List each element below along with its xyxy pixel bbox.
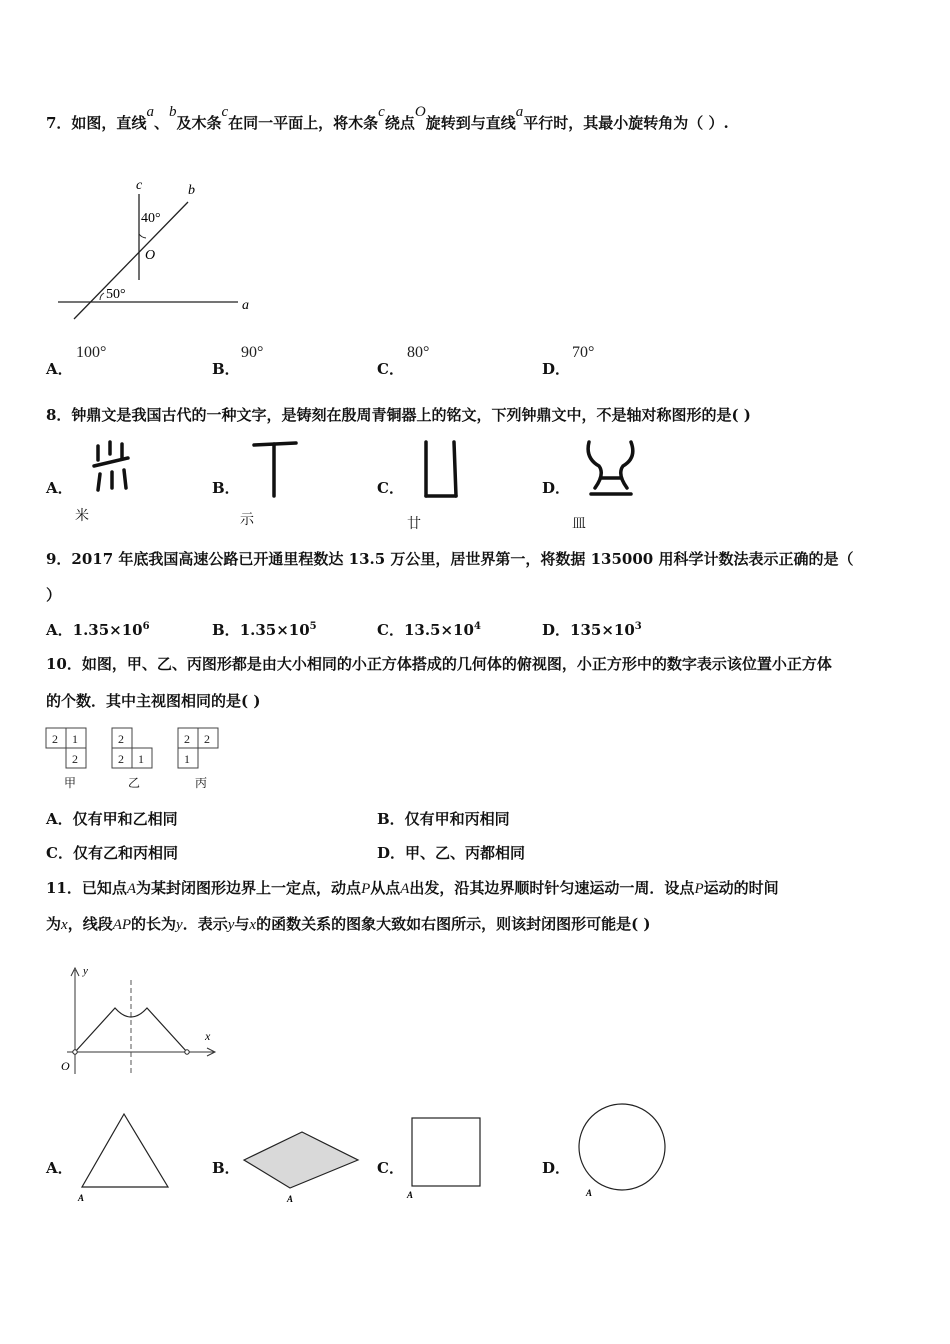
q10-stem-line1: 10．如图，甲、乙、丙图形都是由大小相同的小正方体搭成的几何体的俯视图，小正方形中的数字表示该位置小正方体: [46, 655, 832, 673]
q7-option-b-value: 90°: [241, 344, 264, 361]
q10-option-a[interactable]: A．仅有甲和乙相同: [46, 810, 178, 828]
q7-option-c-value: 80°: [407, 344, 430, 361]
label-c: c: [136, 178, 143, 193]
q9-option-c[interactable]: C．$13.5\times 10^4$: [377, 621, 481, 639]
graph-label-x: x: [205, 1029, 211, 1043]
jia-cell-3: 2: [72, 752, 78, 766]
q10-option-c[interactable]: C．仅有乙和丙相同: [46, 844, 178, 862]
q10-option-d[interactable]: D．甲、乙、丙都相同: [377, 844, 526, 862]
q7-stem: 7．如图，直线a、b及木条c在同一平面上，将木条c绕点O旋转到与直线a平行时，其最小旋转角为（ ）.: [46, 104, 729, 132]
q10-option-b[interactable]: B．仅有甲和丙相同: [377, 810, 510, 828]
q8-option-b-label[interactable]: B．: [212, 479, 240, 497]
angle-arc-50: [100, 293, 104, 300]
triangle-shape: [74, 1110, 174, 1205]
graph-label-O: O: [61, 1059, 70, 1073]
q7-option-c-label[interactable]: C．: [377, 360, 404, 378]
q11-option-d-label[interactable]: D．: [542, 1159, 571, 1177]
bronze-glyph-c-icon: [418, 438, 463, 500]
end-point: [185, 1050, 189, 1054]
q8-option-c-label[interactable]: C．: [377, 479, 404, 497]
angle-arc-40: [139, 234, 146, 238]
square-point-A: A: [407, 1190, 414, 1200]
q7-option-a-value: 100°: [76, 344, 107, 361]
q7-option-b-label[interactable]: B．: [212, 360, 240, 378]
square-shape: [404, 1114, 484, 1202]
yi-cell-2: 2: [118, 752, 124, 766]
q9-option-d[interactable]: D．$135\times 10^3$: [542, 621, 642, 639]
q7-option-d-value: 70°: [572, 344, 595, 361]
circle-shape: [574, 1100, 674, 1204]
q8-caption-c: 廿: [407, 516, 421, 532]
bronze-glyph-d-icon: [585, 438, 637, 500]
q9-option-a[interactable]: A．$1.35\times 10^6$: [46, 621, 150, 639]
circle-point-A: A: [586, 1188, 593, 1198]
q8-stem: 8．钟鼎文是我国古代的一种文字，是铸刻在殷周青铜器上的铭文，下列钟鼎文中，不是轴对称图形的是( ): [46, 406, 751, 424]
rhombus-shape: [240, 1128, 365, 1206]
q7-option-d-label[interactable]: D．: [542, 360, 571, 378]
q8-caption-b: 示: [240, 512, 254, 528]
q9-stem-line2: ）: [46, 586, 62, 604]
jia-cell-2: 1: [72, 732, 78, 746]
q8-option-a-label[interactable]: A．: [46, 479, 73, 497]
q11-function-graph: [55, 962, 225, 1080]
bing-cell-2: 2: [204, 732, 210, 746]
fig-name-bing: 丙: [195, 776, 208, 790]
q7-figure: [50, 172, 270, 327]
label-O: O: [145, 248, 156, 263]
q11-option-c-label[interactable]: C．: [377, 1159, 404, 1177]
q11-option-b-label[interactable]: B．: [212, 1159, 240, 1177]
fig-name-yi: 乙: [128, 776, 141, 790]
bronze-glyph-b-icon: [250, 440, 300, 500]
graph-label-y: y: [83, 965, 88, 977]
fig-name-jia: 甲: [64, 776, 77, 790]
q11-stem-line2: 为x，线段AP的长为y．表示y与x的函数关系的图象大致如右图所示，则该封闭图形可能是( ): [46, 915, 651, 933]
q8-option-d-label[interactable]: D．: [542, 479, 571, 497]
q7-option-a-label[interactable]: A．: [46, 360, 73, 378]
label-angle-40: 40°: [141, 211, 161, 226]
q11-stem-line1: 11．已知点A为某封闭图形边界上一定点，动点P从点A出发，沿其边界顺时针匀速运动一周．设点P运动的时间: [46, 879, 779, 897]
rhombus-point-A: A: [287, 1194, 294, 1204]
start-point: [73, 1050, 77, 1054]
triangle-point-A: A: [78, 1193, 85, 1203]
q8-caption-a: 米: [75, 508, 89, 524]
q8-caption-d: 皿: [572, 516, 586, 532]
q9-stem-line1: 9．2017 年底我国高速公路已开通里程数达 13.5 万公里，居世界第一，将数据 135000 用科学计数法表示正确的是（: [46, 550, 854, 568]
q10-stem-line2: 的个数．其中主视图相同的是( ): [46, 692, 261, 710]
bing-cell-1: 2: [184, 732, 190, 746]
jia-cell-1: 2: [52, 732, 58, 746]
q11-option-a-label[interactable]: A．: [46, 1159, 73, 1177]
label-a: a: [242, 298, 249, 313]
bing-cell-3: 1: [184, 752, 190, 766]
yi-cell-1: 2: [118, 732, 124, 746]
bronze-glyph-a-icon: [90, 440, 135, 495]
yi-cell-3: 1: [138, 752, 144, 766]
label-b: b: [188, 183, 195, 198]
label-angle-50: 50°: [106, 287, 126, 302]
q9-option-b[interactable]: B．$1.35\times 10^5$: [212, 621, 317, 639]
